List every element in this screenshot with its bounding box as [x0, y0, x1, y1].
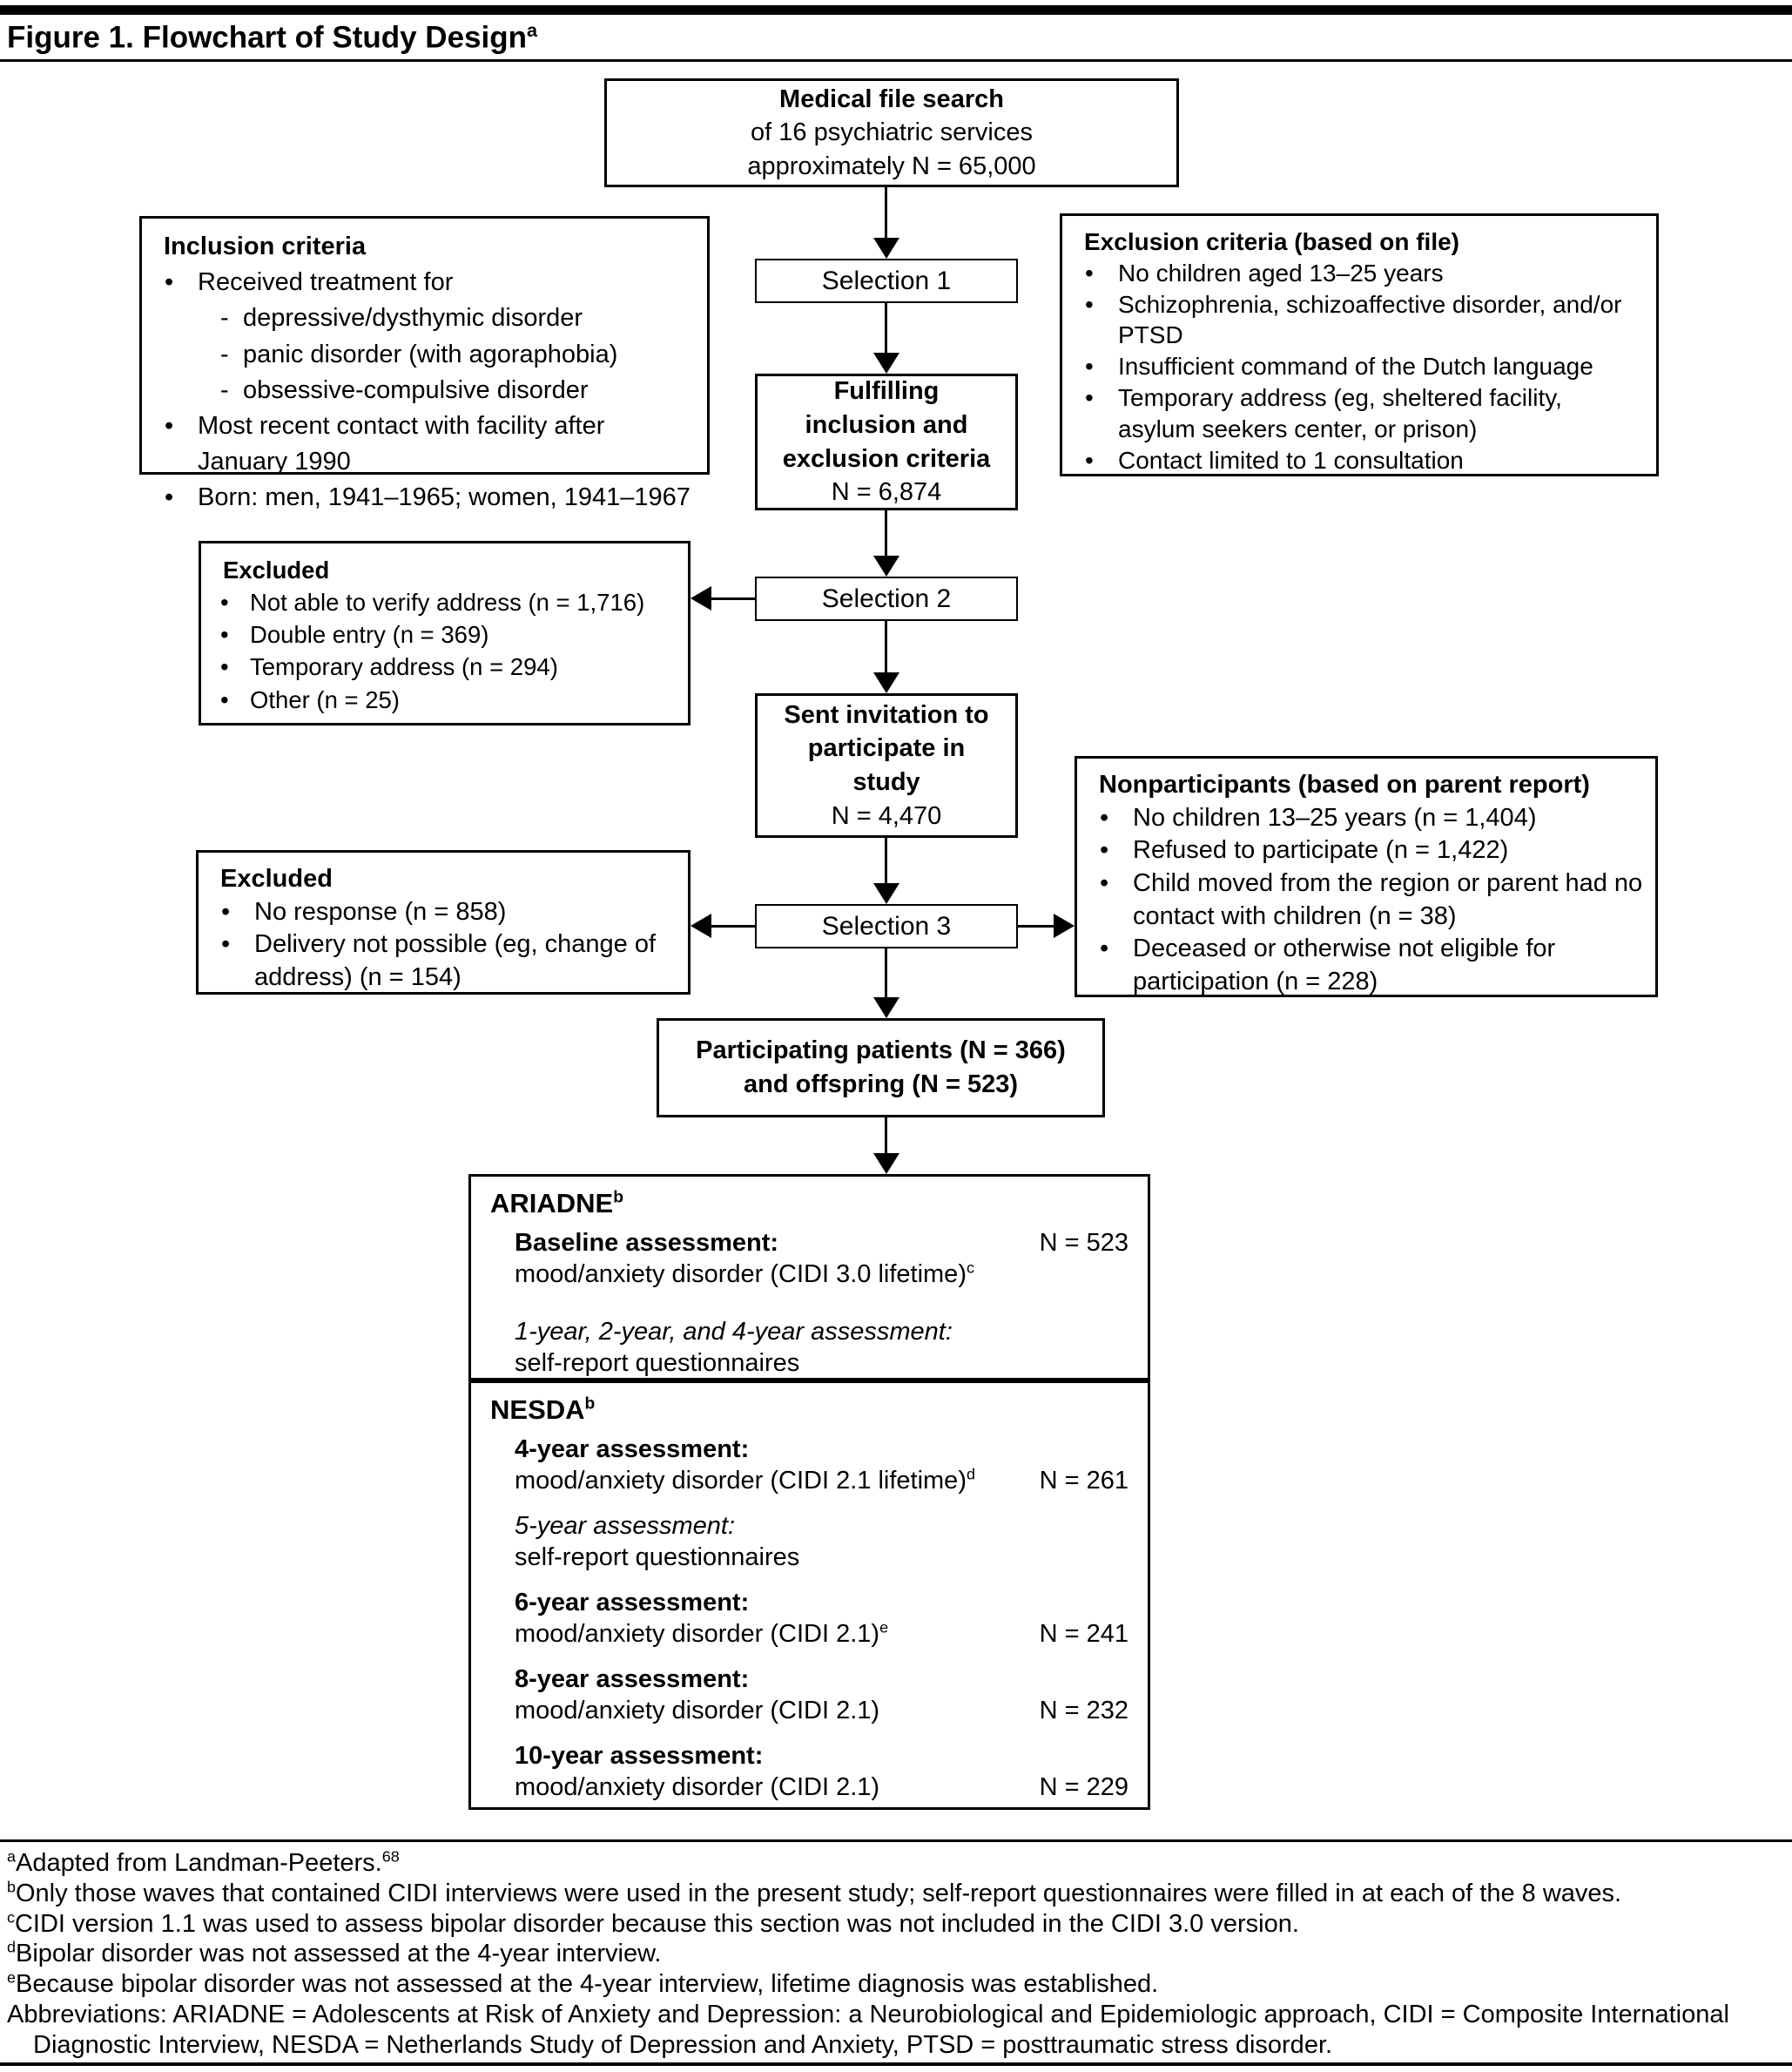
fulfilling-count: N = 6,874	[831, 478, 942, 507]
medical-box-heading: Medical file search	[779, 84, 1004, 113]
top-divider-bar	[0, 5, 1792, 15]
excluded-selection2-title: Excluded	[223, 557, 330, 584]
footnote-a	[7, 1848, 1785, 1879]
arrow-selection3-to-excluded	[711, 925, 755, 928]
ariadne-title	[490, 1187, 1128, 1219]
nesda-title	[490, 1394, 1128, 1426]
medical-box-count: approximately N = 65,000	[747, 152, 1036, 180]
invitation-count: N = 4,470	[831, 801, 942, 830]
footnote-d	[7, 1939, 1785, 1969]
fulfilling-heading-line: inclusion and	[805, 410, 968, 439]
arrow-selection2-to-excluded	[711, 597, 755, 600]
ariadne-baseline-n: N = 523	[1039, 1229, 1128, 1258]
invitation-heading-line: Sent invitation to	[784, 700, 989, 729]
ariadne-baseline-desc-text: mood/anxiety disorder (CIDI 3.0 lifetime)	[515, 1260, 967, 1289]
arrowhead-invitation-to-selection3	[873, 883, 899, 904]
nesda-4year-label: 4-year assessment:	[515, 1435, 750, 1464]
nonparticipants-bullet: • No children 13–25 years (n = 1,404)	[1077, 802, 1645, 835]
footnote-a-marker: a	[7, 1847, 16, 1866]
selection-1-box	[755, 259, 1018, 303]
nesda-title-text: NESDA	[490, 1394, 585, 1425]
footnote-e	[7, 1969, 1785, 2000]
footnote-c	[7, 1909, 1785, 1940]
ariadne-baseline-desc-superscript: c	[966, 1259, 974, 1277]
participating-patients-box	[657, 1018, 1105, 1117]
arrow-selection3-to-participating	[885, 948, 887, 999]
nesda-4year-desc	[515, 1466, 998, 1497]
excluded-selection3-bullet: • No response (n = 858)	[199, 896, 677, 929]
arrow-medical-to-selection1	[885, 187, 887, 240]
footnote-abbreviations-text: Abbreviations: ARIADNE = Adolescents at Risk of Anxiety and Depression: a Neurobiological and Epidemiologic approach, CIDI = Composite International Diagnostic Interview, NESDA = Netherlands Study of Depression and Anxiety, PTSD = posttraumatic stress disorder.	[7, 2000, 1729, 2059]
arrowhead-medical-to-selection1	[873, 238, 899, 259]
nesda-row-10year	[515, 1741, 1128, 1804]
nesda-4year-desc-text: mood/anxiety disorder (CIDI 2.1 lifetime)	[515, 1467, 967, 1495]
nonparticipants-bullet: • Refused to participate (n = 1,422)	[1077, 834, 1645, 867]
nesda-6year-n: N = 241	[1039, 1619, 1128, 1648]
footnote-d-marker: d	[7, 1938, 16, 1956]
footnote-b-marker: b	[7, 1878, 16, 1896]
excluded-selection3-title: Excluded	[220, 865, 333, 893]
medical-box-line: of 16 psychiatric services	[751, 118, 1033, 147]
fulfilling-criteria-box	[755, 374, 1018, 510]
invitation-heading-line: participate in	[807, 734, 966, 763]
arrowhead-selection3-to-excluded	[691, 914, 711, 938]
exclusion-bullet: • Contact limited to 1 consultation	[1062, 445, 1646, 476]
arrow-selection1-to-fulfilling	[885, 303, 887, 354]
fulfilling-heading-line: Fulfilling	[833, 377, 940, 406]
nesda-6year-desc-text: mood/anxiety disorder (CIDI 2.1)	[515, 1619, 880, 1648]
nesda-10year-label: 10-year assessment:	[515, 1741, 764, 1770]
invitation-heading-line: study	[852, 768, 920, 796]
excluded-selection2-box	[199, 541, 691, 726]
arrow-selection2-to-invitation	[885, 621, 887, 674]
ariadne-followup-row	[515, 1317, 1128, 1380]
nesda-8year-n: N = 232	[1039, 1696, 1128, 1724]
arrowhead-selection2-to-excluded	[691, 586, 711, 611]
figure-title-superscript: a	[527, 19, 538, 41]
footnote-c-text: CIDI version 1.1 was used to assess bipolar disorder because this section was not included in the CIDI 3.0 version.	[14, 1909, 1299, 1938]
inclusion-bullet: • Born: men, 1941–1965; women, 1941–1967	[142, 480, 697, 516]
footnote-rule	[0, 1839, 1792, 1842]
nonparticipants-bullet: • Child moved from the region or parent had no contact with children (n = 38)	[1077, 867, 1645, 933]
exclusion-bullet: • Insufficient command of the Dutch language	[1062, 351, 1646, 382]
medical-file-search-box	[604, 78, 1179, 187]
footnotes	[7, 1848, 1785, 2061]
arrowhead-selection1-to-fulfilling	[873, 353, 899, 374]
selection-1-label: Selection 1	[821, 266, 952, 295]
arrowhead-fulfilling-to-selection2	[873, 556, 899, 577]
nesda-10year-n: N = 229	[1039, 1772, 1128, 1801]
inclusion-subitem: - obsessive-compulsive disorder	[142, 373, 697, 408]
nonparticipants-title: Nonparticipants (based on parent report)	[1099, 771, 1590, 799]
nesda-10year-desc: mood/anxiety disorder (CIDI 2.1)	[515, 1772, 880, 1801]
arrowhead-selection3-to-participating	[873, 997, 899, 1018]
nonparticipants-box	[1075, 756, 1658, 997]
nesda-row-8year	[515, 1664, 1128, 1727]
ariadne-box	[468, 1174, 1150, 1380]
footnote-a-reference-superscript: 68	[381, 1847, 400, 1866]
footnote-e-text: Because bipolar disorder was not assessed at the 4-year interview, lifetime diagnosis was established.	[16, 1970, 1159, 1999]
nesda-box	[468, 1380, 1150, 1810]
nesda-6year-label: 6-year assessment:	[515, 1589, 750, 1616]
participating-line: and offspring (N = 523)	[743, 1070, 1018, 1098]
footnote-a-text: Adapted from Landman-Peeters.	[16, 1849, 382, 1877]
excluded-selection2-bullet: • Temporary address (n = 294)	[201, 651, 677, 683]
nesda-5year-label: 5-year assessment:	[515, 1512, 736, 1541]
inclusion-subitem: - depressive/dysthymic disorder	[142, 300, 697, 336]
ariadne-baseline-desc	[515, 1259, 998, 1291]
footnote-abbreviations	[7, 2000, 1785, 2061]
ariadne-title-superscript: b	[613, 1188, 623, 1207]
inclusion-criteria-box	[139, 216, 710, 512]
figure-title-text: Figure 1. Flowchart of Study Design	[7, 20, 527, 55]
nesda-row-5year	[515, 1511, 1128, 1574]
exclusion-criteria-box	[1060, 213, 1659, 476]
excluded-selection2-bullet: • Not able to verify address (n = 1,716)	[201, 586, 677, 618]
ariadne-baseline-label: Baseline assessment:	[515, 1229, 779, 1258]
inclusion-bullet: • Most recent contact with facility after January 1990	[142, 408, 697, 480]
selection-3-label: Selection 3	[821, 911, 952, 941]
fulfilling-heading-line: exclusion criteria	[782, 444, 991, 473]
selection-3-box	[755, 904, 1018, 948]
nesda-row-4year	[515, 1434, 1128, 1497]
nesda-row-6year	[515, 1588, 1128, 1650]
excluded-selection3-bullet: • Delivery not possible (eg, change of address) (n = 154)	[199, 928, 677, 994]
inclusion-subitem: - panic disorder (with agoraphobia)	[142, 337, 697, 373]
footnote-e-marker: e	[7, 1968, 16, 1987]
nonparticipants-bullet: • Deceased or otherwise not eligible for participation (n = 228)	[1077, 933, 1645, 998]
nesda-8year-desc: mood/anxiety disorder (CIDI 2.1)	[515, 1696, 880, 1724]
exclusion-bullet: • Temporary address (eg, sheltered facility, asylum seekers center, or prison)	[1062, 382, 1646, 445]
nesda-8year-label: 8-year assessment:	[515, 1664, 750, 1693]
selection-2-box	[755, 577, 1018, 621]
participating-line: Participating patients (N = 366)	[696, 1036, 1066, 1064]
nesda-5year-desc: self-report questionnaires	[515, 1543, 800, 1572]
ariadne-title-text: ARIADNE	[490, 1188, 614, 1218]
arrow-selection3-to-nonparticipants	[1018, 925, 1054, 928]
ariadne-baseline-row	[515, 1228, 1128, 1291]
arrow-participating-to-ariadne	[885, 1117, 887, 1155]
nesda-4year-n: N = 261	[1039, 1467, 1128, 1495]
ariadne-followup-label: 1-year, 2-year, and 4-year assessment:	[515, 1318, 953, 1346]
title-rule	[0, 59, 1792, 62]
excluded-selection2-bullet: • Other (n = 25)	[201, 684, 677, 716]
figure-title	[7, 19, 537, 56]
nesda-6year-desc-superscript: e	[879, 1618, 889, 1637]
sent-invitation-box	[755, 693, 1018, 838]
arrowhead-selection2-to-invitation	[873, 672, 899, 693]
footnote-c-marker: c	[7, 1907, 15, 1926]
nesda-6year-desc	[515, 1619, 998, 1650]
inclusion-bullet: • Received treatment for	[142, 265, 697, 300]
exclusion-criteria-title: Exclusion criteria (based on file)	[1084, 228, 1460, 255]
inclusion-criteria-title: Inclusion criteria	[164, 233, 367, 260]
arrowhead-participating-to-ariadne	[873, 1153, 899, 1174]
arrowhead-selection3-to-nonparticipants	[1054, 914, 1075, 938]
footnote-b	[7, 1879, 1785, 1909]
nesda-title-superscript: b	[584, 1394, 596, 1414]
arrow-invitation-to-selection3	[885, 838, 887, 885]
exclusion-bullet: • Schizophrenia, schizoaffective disorder, and/or PTSD	[1062, 289, 1646, 352]
nesda-4year-desc-superscript: d	[966, 1465, 975, 1483]
exclusion-bullet: • No children aged 13–25 years	[1062, 258, 1646, 289]
excluded-selection2-bullet: • Double entry (n = 369)	[201, 618, 677, 651]
bottom-rule	[0, 2062, 1792, 2066]
excluded-selection3-box	[196, 850, 691, 995]
ariadne-followup-desc: self-report questionnaires	[515, 1349, 800, 1378]
arrow-fulfilling-to-selection2	[885, 510, 887, 557]
footnote-d-text: Bipolar disorder was not assessed at the 4-year interview.	[16, 1940, 662, 1968]
selection-2-label: Selection 2	[821, 584, 952, 613]
footnote-b-text: Only those waves that contained CIDI interviews were used in the present study; self-report questionnaires were filled in at each of the 8 waves.	[16, 1879, 1622, 1907]
